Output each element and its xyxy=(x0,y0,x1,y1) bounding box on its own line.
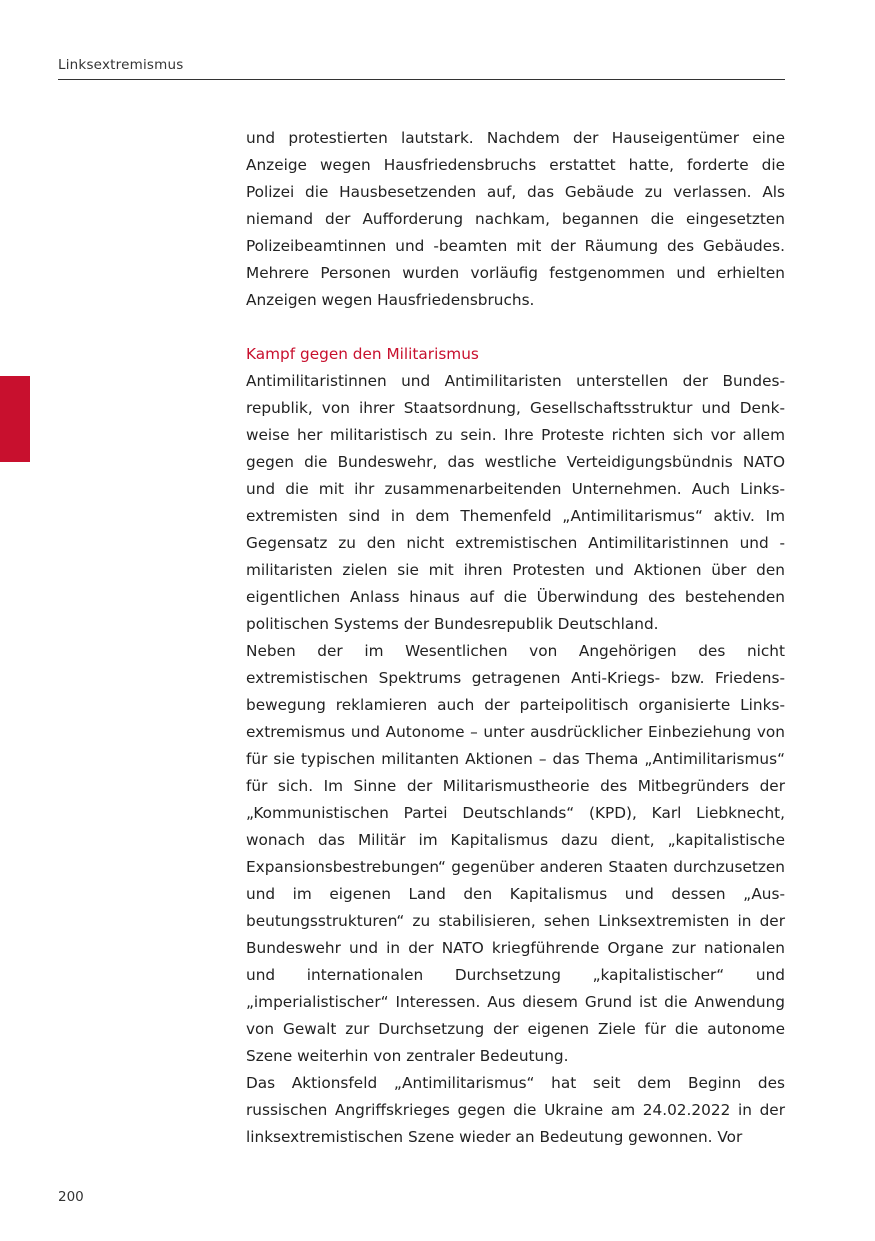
running-title: Linksextremismus xyxy=(58,57,184,73)
paragraph-spacer xyxy=(246,314,785,341)
paragraph-action-field: Das Aktionsfeld „Antimilitarismus“ hat seit dem Beginn des russischen Angriffskrieges gegen die Ukraine am 24.02.2022 in der linksextremistischen Szene wieder an Bedeutung gewonnen. Vor xyxy=(246,1074,785,1146)
chapter-marker-tab xyxy=(0,376,30,462)
intro-paragraph: und protestierten lautstark. Nachdem der Hauseigentümer eine Anzeige wegen Hausfriedensbruchs erstattet hatte, forderte die Polizei die Hausbesetzenden auf, das Gebäude zu verlassen. Als niemand der Aufforderung nachkam, begannen die eingesetzten Polizeibeamtinnen und -beamten mit der Räumung des Gebäudes. Mehrere Personen wurden vorläufig festgenommen und erhielten Anzeigen wegen Hausfriedensbruchs. xyxy=(246,129,785,309)
paragraph-militarism-definition: Antimilitaristinnen und Antimilitaristen unterstellen der Bundesrepublik, von ihrer Staatsordnung, Gesellschaftsstruktur und Denkweise her militaristisch zu sein. Ihre Proteste richten sich vor allem gegen die Bundeswehr, das westliche Verteidigungsbündnis NATO und die mit ihr zusammenarbeitenden Unternehmen. Auch Linksextremisten sind in dem Themenfeld „Antimilitarismus“ aktiv. Im Gegensatz zu den nicht extremistischen Antimilitaristinnen und -militaristen zielen sie mit ihren Protesten und Aktionen über den eigentlichen Anlass hinaus auf die Überwindung des bestehenden politischen Systems der Bundesrepublik Deutschland. xyxy=(246,372,785,633)
section-heading: Kampf gegen den Militarismus xyxy=(246,345,479,363)
paragraph-militarism-theory: Neben der im Wesentlichen von Angehörigen des nicht extremistischen Spektrums getragenen Anti-Kriegs- bzw. Friedensbewegung reklamieren auch der parteipolitisch organisierte Linksextremismus und Autonome – unter ausdrücklicher Einbeziehung von für sie typischen militanten Aktionen – das Thema „Antimilitarismus“ für sich. Im Sinne der Militarismustheorie des Mitbegründers der „Kommunistischen Partei Deutschlands“ (KPD), Karl Liebknecht, wonach das Militär im Kapitalismus dazu dient, „kapitalistische Expansionsbestrebungen“ gegenüber anderen Staaten durchzusetzen und im eigenen Land den Kapitalismus und dessen „Ausbeutungsstrukturen“ zu stabilisieren, sehen Linksextremisten in der Bundeswehr und in der NATO kriegführende Organe zur nationalen und internationalen Durchsetzung „kapitalistischer“ und „imperialistischer“ Interessen. Aus diesem Grund ist die Anwendung von Gewalt zur Durchsetzung der eigenen Ziele für die autonome Szene weiterhin von zentraler Bedeutung. xyxy=(246,642,785,1065)
body-text xyxy=(246,125,785,1151)
page-number: 200 xyxy=(58,1189,84,1205)
header-rule xyxy=(58,79,785,80)
